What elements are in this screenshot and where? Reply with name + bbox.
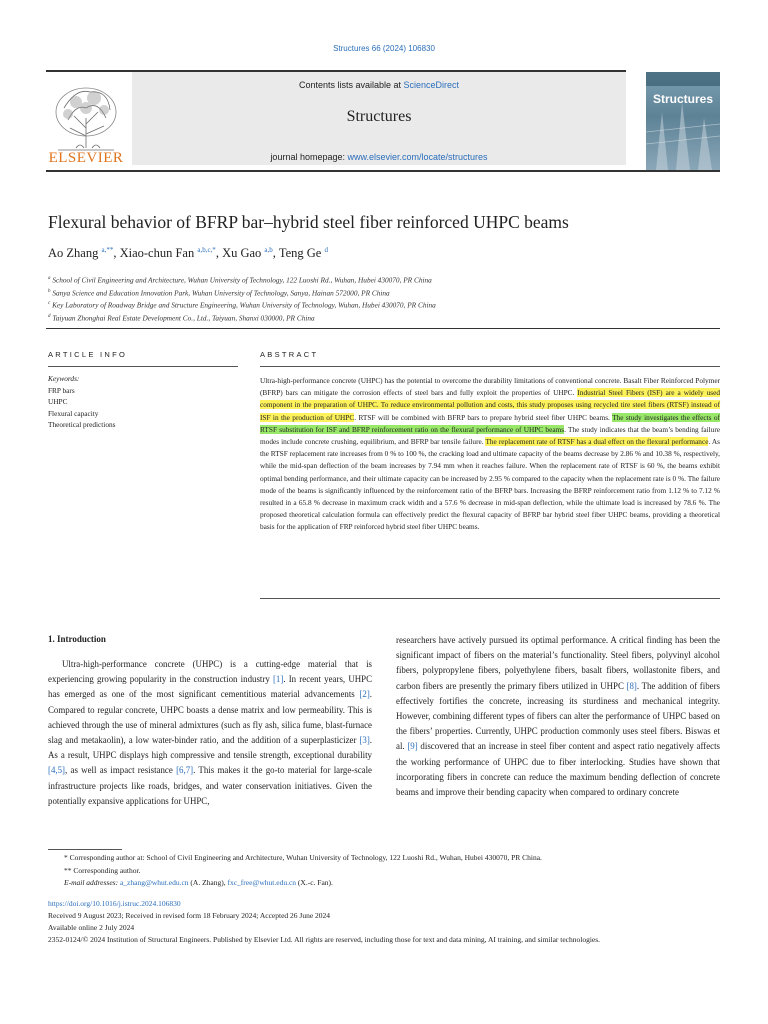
body-text: Ultra-high-performance concrete (UHPC) is a cutting-edge material that is experiencing growing popularity in the construction industry [48, 659, 372, 685]
homepage-link[interactable]: www.elsevier.com/locate/structures [347, 152, 488, 162]
author-marks[interactable]: d [324, 246, 328, 254]
abstract-text: . The study indicates that the beam’s bending failure modes include concrete crushing, equilibrium, and BFRP bar tensile failure. [260, 424, 720, 447]
affiliation-mark: c [48, 301, 51, 307]
affiliation [48, 273, 728, 286]
author-name[interactable]: Teng Ge [278, 246, 322, 261]
email-owner: (X.-c. Fan). [296, 878, 333, 887]
footnotes [48, 852, 728, 890]
abstract-heading: ABSTRACT [260, 350, 319, 359]
author-name[interactable]: Ao Zhang [48, 246, 99, 261]
journal-cover-image[interactable] [646, 72, 720, 170]
contents-line [132, 80, 626, 90]
corresponding-author-note: ** Corresponding author. [64, 865, 141, 875]
publication-info [48, 898, 728, 946]
homepage-line [132, 152, 626, 162]
section-heading-introduction: 1. Introduction [48, 634, 106, 644]
email-owner: (A. Zhang), [188, 878, 228, 887]
affiliation-text: Taiyuan Zhonghai Real Estate Development Co., Ltd., Taiyuan, Shanxi 030000, PR China [52, 313, 315, 323]
abstract-rule [260, 366, 720, 367]
author-marks[interactable]: a,** [101, 246, 114, 254]
author-marks[interactable]: a,b [264, 246, 273, 254]
author-list: Ao Zhang $^{a,**}$, Xiao-chun Fan $^{a,b,c,*}$, Xu Gao $^{a,b}$, Teng Ge $^d$ [48, 246, 328, 261]
sciencedirect-link[interactable]: ScienceDirect [403, 80, 460, 90]
keyword: Theoretical predictions [48, 419, 116, 429]
email-link[interactable]: a_zhang@whut.edu.cn [119, 878, 189, 887]
body-text: discovered that an increase in steel fiber content and aspect ratio negatively affects the working performance of UHPC due to fiber interlocking. Studies have shown that incorporating fibers in concrete can reduce the maximum bending deflection of concrete beams and improve their bending capacity when compared to ordinary concrete [396, 741, 720, 798]
received-dates: Received 9 August 2023; Received in revised form 18 February 2024; Accepted 26 June 2024 [48, 911, 331, 920]
body-column-left [48, 657, 372, 809]
citation-link[interactable]: [2] [359, 689, 370, 700]
citation-link[interactable]: [4,5] [48, 765, 66, 776]
affiliation-list [48, 273, 728, 324]
author-marks[interactable]: a,b,c,* [197, 246, 216, 254]
copyright-notice: 2352-0124/© 2024 Institution of Structural Engineers. Published by Elsevier Ltd. All rights are reserved, including those for text and data mining, AI training, and similar technologies. [48, 935, 601, 944]
affiliation [48, 298, 728, 311]
email-line [48, 877, 728, 890]
abstract-text: . RTSF will be combined with BFRP bars to prepare hybrid steel fiber UHPC beams. [354, 412, 613, 422]
affiliation-text: Sanya Science and Education Innovation Park, Wuhan University of Technology, Sanya, Hainan 572000, PR China [52, 288, 390, 298]
highlighted-text: Industrial Steel Fibers (ISF) are a widely used component in the preparation of UHPC. To reduce environmental pollution and costs, this study proposes using recycled tire steel fibers (RTSF) instead of ISF in the production of UHPC [260, 388, 720, 422]
keywords-list [48, 385, 115, 430]
paper-title: Flexural behavior of BFRP bar–hybrid steel fiber reinforced UHPC beams [48, 212, 569, 232]
abstract-body [260, 375, 720, 534]
highlighted-text: The replacement rate of RTSF has a dual effect on the flexural performance [485, 437, 709, 447]
highlighted-text: The study investigates the effects of RTSF substitution for ISF and BFRP reinforcement ratio on the flexural performance of UHPC beams [260, 412, 720, 434]
keywords-label: Keywords: [48, 374, 80, 383]
body-text: . In recent years, UHPC has emerged as one of the most significant cementitious material advancements [48, 674, 372, 700]
keyword: FRP bars [48, 386, 75, 395]
citation-link[interactable]: [8] [626, 680, 637, 691]
abstract-bottom-rule [260, 598, 720, 599]
corresponding-author-note: * Corresponding author at: School of Civil Engineering and Architecture, Wuhan University of Technology, 122 Luoshi Rd., Wuhan, Hubei 430070, PR China. [64, 853, 542, 862]
header-bottom-rule [46, 170, 720, 172]
affiliation-text: Key Laboratory of Roadway Bridge and Structure Engineering, Wuhan University of Technology, Wuhan, Hubei 430070, PR China [52, 300, 436, 310]
doi-link[interactable]: https://doi.org/10.1016/j.istruc.2024.106830 [48, 899, 181, 908]
keyword: UHPC [48, 397, 68, 407]
contents-prefix: Contents lists available at [298, 80, 404, 90]
author-name[interactable]: Xu Gao [222, 246, 262, 261]
cover-illustration [646, 72, 720, 170]
publisher-wordmark: ELSEVIER [48, 150, 124, 166]
citation-link[interactable]: [1] [272, 674, 284, 685]
email-label: E-mail addresses: [64, 878, 119, 887]
homepage-prefix: journal homepage: [270, 152, 348, 162]
citation-link[interactable]: [9] [407, 741, 418, 752]
author-name[interactable]: Xiao-chun Fan [119, 246, 195, 261]
affiliation [48, 286, 728, 299]
article-info-heading: ARTICLE INFO [48, 350, 128, 359]
affiliation-text: School of Civil Engineering and Architecture, Wuhan University of Technology, 122 Luoshi Rd., Wuhan, Hubei 430070, PR China [52, 275, 432, 285]
citation-link[interactable]: [6,7] [176, 765, 194, 776]
body-text: , as well as impact resistance [65, 765, 177, 776]
keyword: Flexural capacity [48, 408, 99, 418]
affiliation-mark: a [48, 276, 51, 281]
body-text: . As a result, UHPC displays high compressive and tensile strength, exceptional durability [48, 735, 372, 761]
affiliation [48, 311, 728, 324]
affiliation-mark: d [48, 314, 51, 320]
email-link[interactable]: fxc_free@whut.edu.cn [227, 878, 297, 887]
body-text: . Compared to regular concrete, UHPC boasts a dense matrix and low permeability. This is achieved through the use of mineral admixtures (such as fly ash, silica fume, blast-furnace slag and metakaolin), a low water-binder ratio, and the addition of a superplasticizer [48, 689, 372, 746]
body-text: researchers have actively pursued its optimal performance. A critical finding has been the significant impact of fibers on the material’s functionality. Steel fibers, polyvinyl alcohol fibers, polypropylene fibers, polyethylene fibers, basalt fibers, wollastonite fibers, and carbon fibers are presently the primary fibers utilized in UHPC [396, 635, 720, 691]
affiliation-mark: b [48, 288, 51, 294]
article-info-rule [48, 366, 238, 367]
cover-title: Structures [652, 92, 714, 106]
footnote-rule [48, 849, 122, 850]
section-divider [46, 328, 720, 329]
abstract-text: . As the RTSF replacement rate increases from 0 % to 100 %, the cracking load and ultimate capacity of the beams decrease by 2.86 % and 10.38 %, respectively, while the mid-span deflection of the beam increases by 7.94 mm when it reaches failure. When the replacement rate of RTSF is 60 %, the beams exhibit optimal bending performance, and their ultimate capacity can be increased by 2.95 % compared to the capacity when the replacement rate is 0 %. The failure mode of the beams is significantly influenced by the reinforcement ratio of the BFRP bars. Increasing the BFRP reinforcement ratio from 1.12 % to 7.12 % resulted in a 65.8 % decrease in maximum crack width and a 57.6 % decrease in mid-span deflection, while the ultimate load is increased by 78.6 %. The proposed theoretical calculation formula can effectively predict the flexural capacity of BFRP bar hybrid steel fiber UHPC beams, providing a theoretical basis for the application of FRP reinforced hybrid steel fiber UHPC beams. [260, 437, 720, 532]
journal-citation[interactable]: Structures 66 (2024) 106830 [333, 44, 435, 53]
abstract-text: Ultra-high-performance concrete (UHPC) has the potential to overcome the durability limitations of conventional concrete. Basalt Fiber Reinforced Polymer (BFRP) bars can mitigate the corrosion effects of steel bars and fully exploit the properties of UHPC. [260, 376, 720, 398]
body-text: . The addition of fibers effectively fortifies the concrete, increasing its sturdiness and mechanical integrity. However, combining different types of fibers can alter the performance of UHPC based on the fibers’ properties. Currently, UHPC production commonly uses steel fibers. Biswas et al. [396, 680, 720, 752]
body-column-right [396, 633, 720, 800]
journal-name: Structures [346, 108, 412, 125]
citation-link[interactable]: [3] [359, 735, 370, 746]
body-text: . This makes it the go-to material for large-scale infrastructure projects like roads, bridges, and water conservation initiatives. Given the potentially expansive applications for UHPC, [48, 765, 372, 806]
online-date: Available online 2 July 2024 [48, 923, 135, 932]
